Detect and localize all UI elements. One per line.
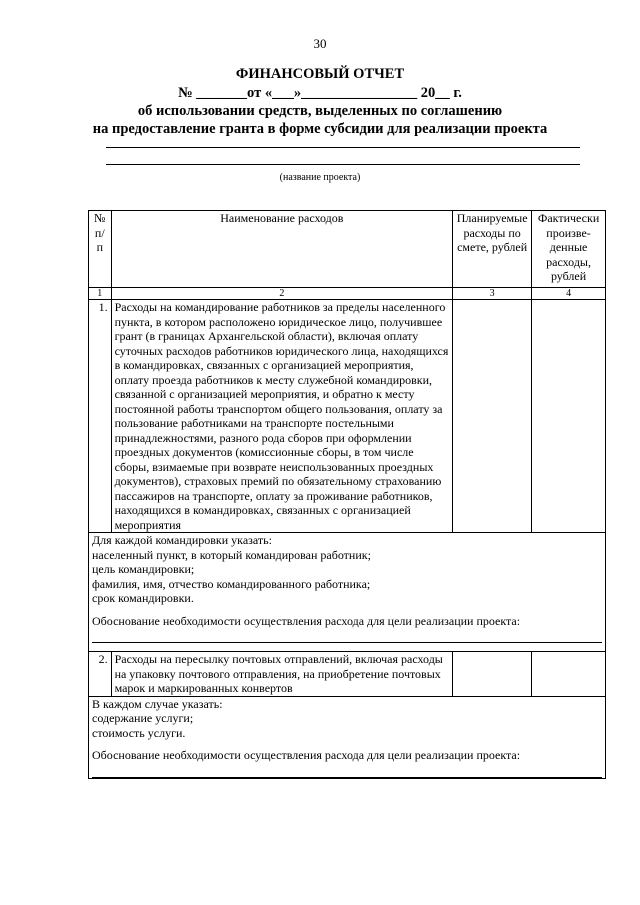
expense-description: Расходы на командирование работников за пределы населенного пункта, в котором расположено юридическое лицо, получившее грант (в границах Архангельской области), включая оплату суточных расходов работников юридического лица, находящихся в командировках, связанных с организацией мероприятия, оплату проезда работников к месту служебной командировки, связанной с организацией мероприятия, и обратно к месту постоянной работы транспортом общего пользования, оплату за пользование работниками на транспорте постельными принадлежностями, разного рода сборов при оформлении проездных документов (комиссионные сборы, в том числе сборы, взимаемые при возврате неиспользованных проездных документов), страховых премий по обязательному страхованию пассажиров на транспорте, оплату за проживание работников, находящихся в командировках, связанных с организацией мероприятия [111, 300, 453, 533]
header-actual: Фактически произве-денные расходы, рублей [532, 211, 606, 288]
planned-amount-cell[interactable] [453, 300, 532, 533]
project-name-line-1 [106, 147, 580, 148]
table-row [89, 652, 606, 697]
note-line: цель командировки; [92, 562, 195, 576]
page-number: 30 [313, 36, 327, 51]
table-row-note [89, 696, 606, 778]
planned-amount-cell[interactable] [453, 652, 532, 697]
column-number: 1 [89, 288, 112, 300]
subtitle-line-1: об использовании средств, выделенных по соглашению [137, 103, 503, 119]
actual-amount-cell[interactable] [532, 300, 606, 533]
column-number: 4 [532, 288, 606, 300]
column-number: 3 [453, 288, 532, 300]
note-line: населенный пункт, в который командирован работник; [92, 547, 371, 562]
note-line: Для каждой командировки указать: [92, 533, 272, 547]
note-line: срок командировки. [92, 591, 194, 605]
justification-input-line[interactable] [92, 630, 602, 643]
table-row [89, 300, 606, 533]
note-line: В каждом случае указать: [92, 696, 223, 711]
header-num: № п/п [89, 211, 112, 288]
row-number: 2. [89, 652, 112, 697]
actual-amount-cell[interactable] [532, 652, 606, 697]
project-name-caption: (название проекта) [279, 172, 361, 183]
header-planned: Планируемые расходы по смете, рублей [453, 211, 532, 288]
expenses-table [88, 210, 606, 779]
row-number: 1. [89, 300, 112, 533]
justification-label: Обоснование необходимости осуществления расхода для цели реализации проекта: [92, 748, 521, 762]
header-name: Наименование расходов [111, 211, 453, 288]
document-title: ФИНАНСОВЫЙ ОТЧЕТ [235, 66, 405, 82]
expense-note [89, 696, 606, 778]
project-name-line-2 [106, 164, 580, 165]
justification-input-line[interactable] [92, 765, 602, 778]
subtitle-line-2: на предоставление гранта в форме субсидии для реализации проекта [92, 121, 548, 137]
justification-label: Обоснование необходимости осуществления расхода для цели реализации проекта: [92, 613, 521, 628]
column-number-row [89, 288, 606, 300]
note-line: фамилия, имя, отчество командированного работника; [92, 576, 371, 591]
note-line: содержание услуги; [92, 711, 194, 725]
column-number: 2 [111, 288, 453, 300]
report-number-line: № _______от «___»________________ 20__ г. [178, 85, 462, 101]
expense-note [89, 533, 606, 652]
table-row-note [89, 533, 606, 652]
note-line: стоимость услуги. [92, 725, 186, 740]
table-header-row [89, 211, 606, 288]
expense-description: Расходы на пересылку почтовых отправлений, включая расходы на упаковку почтового отправления, на приобретение почтовых марок и маркированных конвертов [111, 652, 453, 697]
